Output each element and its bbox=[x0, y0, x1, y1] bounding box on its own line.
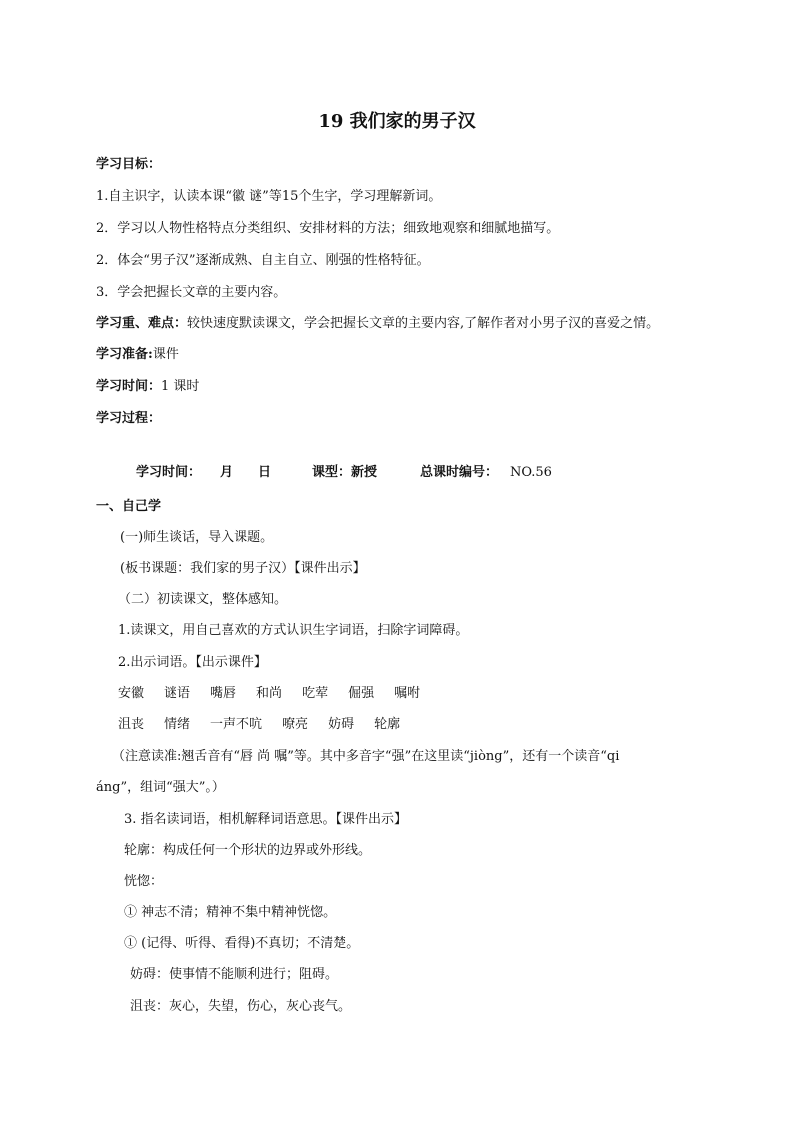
words-row-1 bbox=[118, 685, 440, 703]
board-title: (板书课题：我们家的男子汉）【课件出示】 bbox=[120, 561, 366, 576]
page-title: 19 我们家的男子汉 bbox=[318, 111, 476, 132]
goals-heading: 学习目标： bbox=[96, 157, 162, 172]
word-item: 情绪 bbox=[164, 717, 191, 732]
duration bbox=[96, 378, 199, 396]
pronunciation-note-line-2: áng”，组词“强大”。） bbox=[96, 780, 225, 795]
word-item: 沮丧 bbox=[118, 717, 145, 732]
preparation bbox=[96, 346, 179, 364]
duration-label: 学习时间： bbox=[96, 379, 162, 394]
goal-item-4: 3．学会把握长文章的主要内容。 bbox=[96, 285, 287, 300]
definition-huanghu-1: ① 神志不清；精神不集中精神恍惚。 bbox=[124, 905, 337, 920]
definition-lunkuo: 轮廓：构成任何一个形状的边界或外形线。 bbox=[124, 843, 372, 858]
duration-text: 1 课时 bbox=[161, 379, 200, 394]
word-item: 轮廓 bbox=[374, 717, 401, 732]
lesson-meta-row bbox=[136, 464, 552, 482]
definition-huanghu: 恍惚： bbox=[124, 874, 164, 889]
goal-item-2: 2．学习以人物性格特点分类组织、安排材料的方法；细致地观察和细腻地描写。 bbox=[96, 221, 560, 236]
word-item: 嘱咐 bbox=[394, 686, 421, 701]
meta-total-label: 总课时编号： bbox=[420, 465, 499, 480]
key-points-text: 较快速度默读课文，学会把握长文章的主要内容,了解作者对小男子汉的喜爱之情。 bbox=[187, 316, 660, 331]
definition-fangai: 妨碍：使事情不能顺利进行；阻碍。 bbox=[130, 967, 339, 982]
word-item: 嘹亮 bbox=[282, 717, 309, 732]
process-heading: 学习过程： bbox=[96, 411, 162, 426]
definition-huanghu-2: ① (记得、听得、看得)不真切；不清楚。 bbox=[124, 936, 360, 951]
show-words: 2.出示词语。【出示课件】 bbox=[118, 655, 267, 670]
step2: （二）初读课文，整体感知。 bbox=[118, 592, 288, 607]
word-item: 倔强 bbox=[348, 686, 375, 701]
word-item: 谜语 bbox=[164, 686, 191, 701]
section1-heading: 一、自己学 bbox=[96, 499, 162, 514]
preparation-label: 学习准备: bbox=[96, 347, 153, 362]
meta-month: 月 bbox=[220, 465, 234, 480]
meta-total-value: NO.56 bbox=[510, 465, 552, 480]
meta-day: 日 bbox=[258, 465, 272, 480]
words-row-2 bbox=[118, 716, 420, 734]
step3: 3. 指名读词语，相机解释词语意思。【课件出示】 bbox=[124, 812, 408, 827]
word-item: 妨碍 bbox=[328, 717, 355, 732]
word-item: 安徽 bbox=[118, 686, 145, 701]
word-item: 和尚 bbox=[256, 686, 283, 701]
read-instruction: 1.读课文，用自己喜欢的方式认识生字词语，扫除字词障碍。 bbox=[118, 623, 469, 638]
meta-time-label: 学习时间： bbox=[136, 465, 202, 480]
step1: (一)师生谈话，导入课题。 bbox=[120, 530, 274, 545]
word-item: 一声不吭 bbox=[210, 717, 263, 732]
goal-item-3: 2．体会“男子汉”逐渐成熟、自主自立、刚强的性格特征。 bbox=[96, 253, 430, 268]
word-item: 吃荤 bbox=[302, 686, 329, 701]
goal-item-1: 1.自主识字，认读本课“徽 谜”等15个生字，学习理解新词。 bbox=[96, 189, 442, 204]
word-item: 嘴唇 bbox=[210, 686, 237, 701]
definition-jusang: 沮丧：灰心，失望，伤心，灰心丧气。 bbox=[130, 999, 352, 1014]
pronunciation-note-line-1: （注意读准:翘舌音有“唇 尚 嘱”等。其中多音字“强”在这里读“jiòng”，还有一个读音“qi bbox=[112, 749, 620, 764]
meta-type: 课型：新授 bbox=[312, 465, 378, 480]
key-points-label: 学习重、难点： bbox=[96, 316, 188, 331]
key-points bbox=[96, 315, 659, 333]
preparation-text: 课件 bbox=[152, 347, 179, 362]
